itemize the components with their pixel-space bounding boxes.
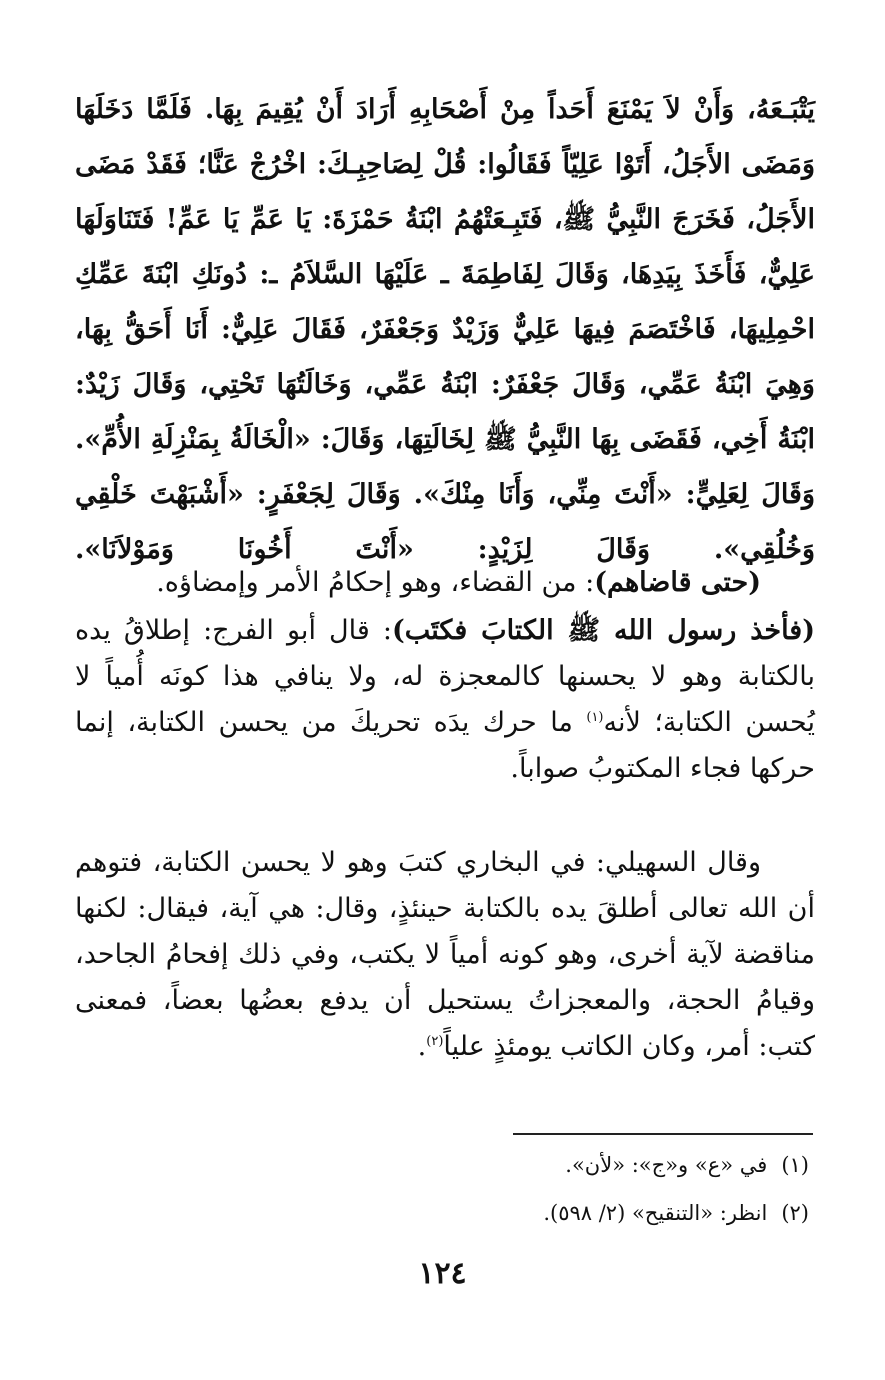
footnote-separator: [513, 1133, 813, 1135]
commentary-text: : قال أبو الفرج: إطلاقُ يده بالكتابة وهو لا يحسنها كالمعجزة له، ولا ينافي هذا كونَه أُمياً لا يُحسن الكتابة؛ لأنه: [75, 615, 815, 738]
footnote-text: انظر: «التنقيح» (٢/ ٥٩٨).: [543, 1201, 768, 1225]
commentary-text: وقال السهيلي: في البخاري كتبَ وهو لا يحسن الكتابة، فتوهم أن الله تعالى أطلقَ يده بالكتابة حينئذٍ، وقال: هي آية، فيقال: لكنها مناقضة لآية أخرى، وهو كونه أمياً لا يكتب، وفي ذلك إفحامُ الجاحد، وقيامُ الحجة، والمعجزاتُ يستحيل أن يدفع بعضُها بعضاً، فمعنى كتب: أمر، وكان الكاتب يومئذٍ علياً: [75, 847, 815, 1062]
quote-line: جَعْفَرٌ: ابْنَةُ عَمِّي، وَخَالَتُهَا تَحْتِي، وَقَالَ زَيْدٌ: ابْنَةُ أَخِي، فَقَضَى بِهَا النَّبِيُّ ﷺ: [75, 369, 815, 455]
footnote: [543, 1198, 809, 1228]
footnote-number: (١): [781, 1153, 809, 1177]
footnote-ref[interactable]: (١): [586, 710, 604, 725]
commentary-paragraph: [75, 560, 815, 606]
quote-line: الأَجَلُ، أَتَوْا عَلِيّاً فَقَالُوا: قُلْ لِصَاحِبِـكَ: اخْرُجْ عَنَّا؛ فَقَدْ مَضَى الأَجَلُ،: [75, 149, 815, 235]
quote-line: لِخَالَتِهَا، وَقَالَ: «الْخَالَةُ بِمَنْزِلَةِ الأُمِّ». وَقَالَ لِعَلِيٍّ: «أَنْتَ مِنِّي، وَأَنَا مِنْكَ».: [75, 424, 815, 510]
page-number: ١٢٤: [418, 1256, 467, 1291]
commentary-text: : من القضاء، وهو إحكامُ الأمر وإمضاؤه.: [156, 567, 595, 598]
commentary-lemma: (فأخذ رسول الله ﷺ الكتابَ فكتَب): [391, 615, 815, 646]
commentary-text: ما حرك يدَه تحريكَ من يحسن الكتابة، إنما حركها فجاء المكتوبُ صواباً.: [75, 707, 815, 784]
quote-line: بِيَدِهَا، وَقَالَ لِفَاطِمَةَ ـ عَلَيْهَا السَّلاَمُ ـ: دُونَكِ ابْنَةَ عَمِّكِ احْمِلِيهَا، فَاخْتَصَمَ: [75, 259, 815, 345]
commentary-lemma: (حتى قاضاهم): [594, 567, 761, 598]
quote-line: فَخَرَجَ النَّبِيُّ ﷺ، فَتَبِـعَتْهُمُ ابْنَةُ حَمْزَةَ: يَا عَمِّ يَا عَمِّ! فَتَنَاوَلَهَا عَلِيٌّ، فَأَخَذَ: [75, 204, 815, 290]
quote-line: يَتْبَـعَهُ، وَأَنْ لاَ يَمْنَعَ أَحَداً مِنْ أَصْحَابِهِ أَرَادَ أَنْ يُقِيمَ بِهَا. فَلَمَّا دَخَلَهَا وَمَضَى: [75, 94, 815, 180]
commentary-paragraph: [75, 608, 815, 792]
footnote-ref[interactable]: (٢): [426, 1034, 444, 1049]
quote-line: فِيهَا عَلِيٌّ وَزَيْدٌ وَجَعْفَرٌ، فَقَالَ عَلِيٌّ: أَنَا أَحَقُّ بِهَا، وَهِيَ ابْنَةُ عَمِّي، وَقَالَ: [75, 314, 815, 400]
hadith-quote-block: [75, 82, 815, 577]
footnote-number: (٢): [781, 1201, 809, 1225]
footnote: [565, 1150, 809, 1180]
commentary-paragraph: [75, 840, 815, 1070]
quote-line: وَقَالَ لِجَعْفَرٍ: «أَشْبَهْتَ خَلْقِي وَخُلُقِي». وَقَالَ لِزَيْدٍ: «أَنْتَ أَخُونَا وَمَوْلاَنَا».: [75, 479, 815, 565]
commentary-text: .: [417, 1031, 427, 1062]
footnote-text: في «ع» و«ج»: «لأن».: [565, 1153, 768, 1177]
